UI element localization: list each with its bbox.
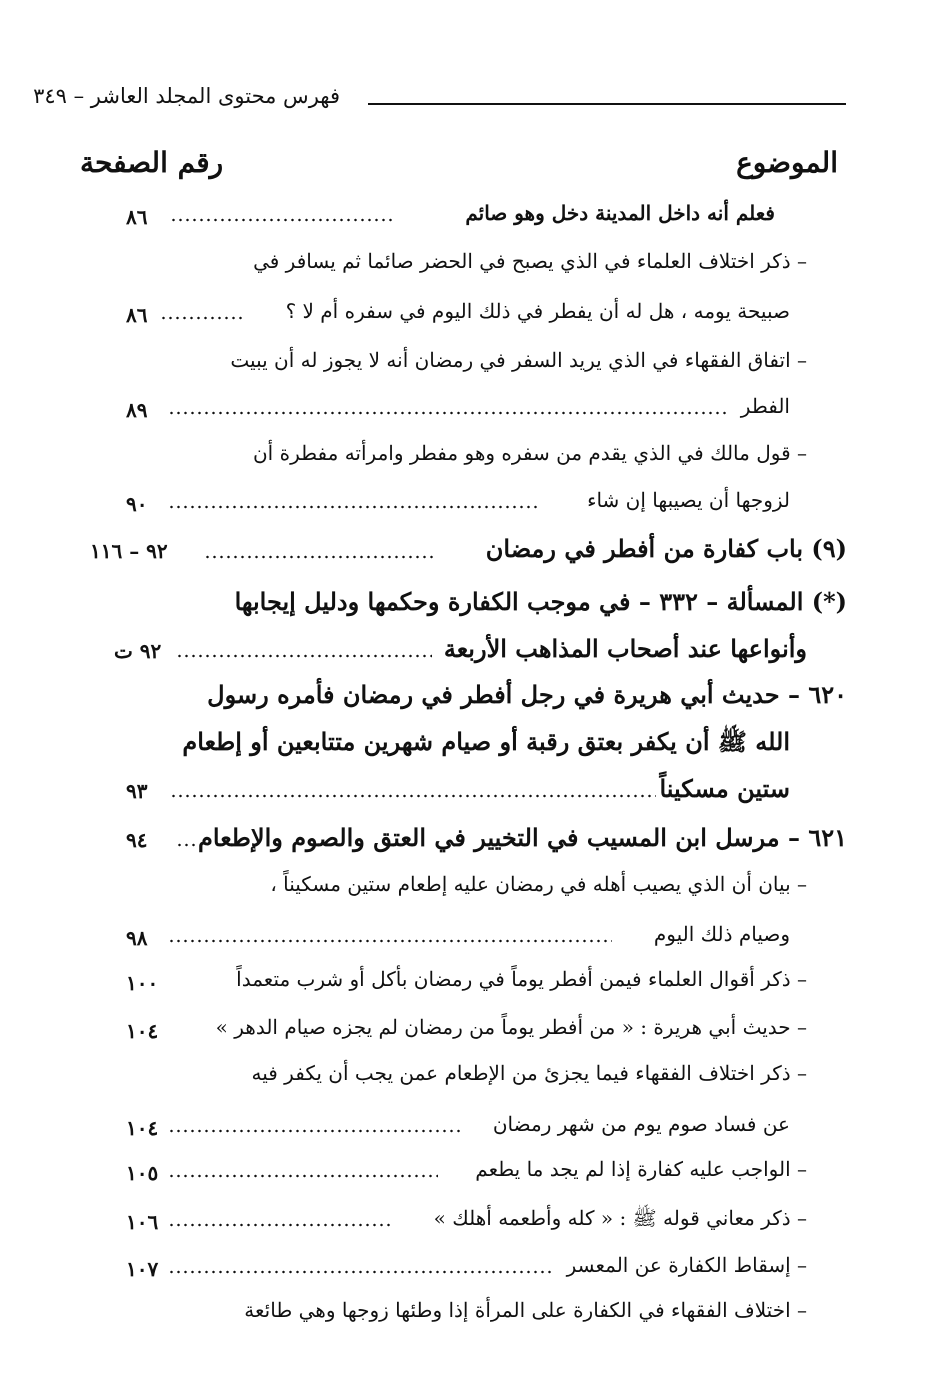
page-number: ٩٨: [126, 926, 148, 950]
index-entry: عن فساد صوم يوم من شهر رمضان: [492, 1112, 790, 1136]
page-range: ٩٢ – ١١٦: [90, 539, 168, 563]
leader-dots: [204, 555, 436, 559]
leader-dots: [168, 1174, 438, 1178]
page-number: ٨٩: [126, 398, 148, 422]
index-entry: – حديث أبي هريرة : « من أفطر يوماً من رمضان لم يجزه صيام الدهر »: [215, 1015, 807, 1039]
leader-dots: [176, 654, 432, 658]
column-heading-topic: الموضوع: [736, 146, 838, 179]
running-title: فهرس محتوى المجلد العاشر – ٣٤٩: [33, 84, 340, 108]
header-rule: [368, 103, 846, 105]
leader-dots: [168, 1129, 460, 1133]
leader-dots: [160, 316, 242, 320]
leader-dots: [168, 1223, 390, 1227]
page-number: ٩٢ ت: [114, 639, 162, 663]
index-entry: – اتفاق الفقهاء في الذي يريد السفر في رمضان أنه لا يجوز له أن يبيت: [230, 348, 807, 372]
index-entry: ستين مسكيناً: [659, 774, 790, 803]
column-heading-page: رقم الصفحة: [80, 146, 224, 179]
index-entry: – ذكر أقوال العلماء فيمن أفطر يوماً في رمضان بأكل أو شرب متعمداً: [236, 967, 807, 991]
index-entry: وصيام ذلك اليوم: [653, 922, 790, 946]
index-entry: – قول مالك في الذي يقدم من سفره وهو مفطر وامرأته مفطرة أن: [252, 441, 807, 465]
leader-dots: [168, 505, 540, 509]
index-entry: صبيحة يومه ، هل له أن يفطر في ذلك اليوم في سفره أم لا ؟: [285, 299, 790, 323]
index-entry: الفطر: [740, 394, 790, 418]
leader-dots: [168, 411, 728, 415]
index-entry: الله ﷺ أن يكفر بعتق رقبة أو صيام شهرين متتابعين أو إطعام: [182, 727, 790, 756]
leader-dots: [170, 218, 392, 222]
page-number: ١٠٤: [126, 1116, 159, 1140]
page-number: ١٠٧: [126, 1257, 159, 1281]
chapter-heading: (٩) باب كفارة من أفطر في رمضان: [485, 534, 847, 563]
index-entry: – ذكر معاني قوله ﷺ : « كله وأطعمه أهلك »: [433, 1206, 807, 1230]
page-number: ٩٠: [126, 492, 148, 516]
page-number: ١٠٥: [126, 1161, 159, 1185]
page-number: ١٠٦: [126, 1210, 159, 1234]
index-entry: – إسقاط الكفارة عن المعسر: [566, 1253, 807, 1277]
index-entry: – ذكر اختلاف العلماء في الذي يصبح في الحضر صائما ثم يسافر في: [253, 249, 807, 273]
index-entry: – بيان أن الذي يصيب أهله في رمضان عليه إطعام ستين مسكيناً ،: [270, 872, 807, 896]
index-entry: ٦٢٠ – حديث أبي هريرة في رجل أفطر في رمضان فأمره رسول: [207, 680, 847, 709]
leader-dots: [170, 794, 656, 798]
leader-dots: [168, 1270, 552, 1274]
page-number: ١٠٠: [126, 971, 159, 995]
index-entry: ٦٢١ – مرسل ابن المسيب في التخيير في العتق والصوم والإطعام: [198, 823, 847, 852]
index-entry: وأنواعها عند أصحاب المذاهب الأربعة: [443, 634, 807, 663]
index-entry: – اختلاف الفقهاء في الكفارة على المرأة إذا وطئها زوجها وهي طائعة: [244, 1298, 807, 1322]
leader-dots: [176, 843, 198, 847]
index-entry: فعلم أنه داخل المدينة دخل وهو صائم: [465, 201, 775, 225]
index-entry: – الواجب عليه كفارة إذا لم يجد ما يطعم: [475, 1157, 807, 1181]
leader-dots: [168, 939, 612, 943]
page-number: ٩٤: [126, 828, 148, 852]
index-entry: – ذكر اختلاف الفقهاء فيما يجزئ من الإطعام عمن يجب أن يكفر فيه: [251, 1061, 807, 1085]
page-number: ٨٦: [126, 303, 148, 327]
page-number: ٨٦: [126, 205, 148, 229]
index-entry: لزوجها أن يصيبها إن شاء: [587, 488, 790, 512]
index-entry: (*) المسألة – ٣٣٢ – في موجب الكفارة وحكمها ودليل إيجابها: [234, 587, 847, 616]
page-number: ٩٣: [126, 779, 148, 803]
page-number: ١٠٤: [126, 1019, 159, 1043]
